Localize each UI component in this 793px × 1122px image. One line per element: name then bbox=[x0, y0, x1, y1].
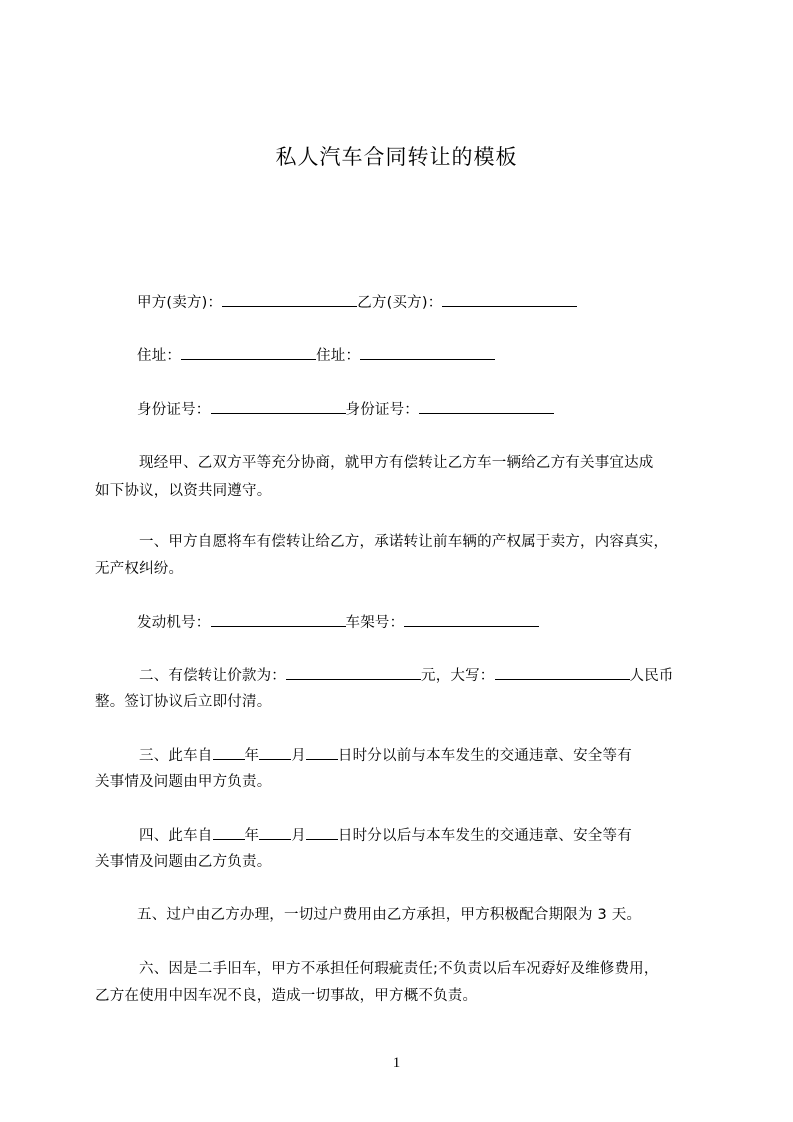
clause3-year: 年 bbox=[244, 748, 260, 764]
clause4-line-1 bbox=[139, 825, 754, 846]
intro-line-2: 如下协议，以资共同遵守。 bbox=[95, 483, 272, 499]
clause2-yuan: 元，大写： bbox=[421, 668, 495, 684]
clause4-year-blank bbox=[213, 825, 245, 840]
clause2-prefix: 二、有偿转让价款为： bbox=[139, 668, 286, 684]
price-blank bbox=[286, 665, 421, 680]
price-words-blank bbox=[495, 665, 630, 680]
seller-id-label: 身份证号： bbox=[137, 402, 211, 418]
clause3-prefix: 三、此车自 bbox=[139, 748, 213, 764]
frame-blank bbox=[404, 612, 539, 627]
seller-label: 甲方(卖方)： bbox=[137, 295, 223, 311]
engine-frame-line bbox=[137, 612, 752, 633]
clause3-suffix: 日时分以前与本车发生的交通违章、安全等有 bbox=[337, 748, 632, 764]
seller-blank bbox=[222, 292, 357, 307]
seller-id-blank bbox=[211, 399, 346, 414]
clause4-prefix: 四、此车自 bbox=[139, 828, 213, 844]
engine-label: 发动机号： bbox=[137, 615, 211, 631]
id-line bbox=[137, 399, 752, 420]
clause4-year: 年 bbox=[244, 828, 260, 844]
clause4-suffix: 日时分以后与本车发生的交通违章、安全等有 bbox=[337, 828, 632, 844]
clause3-line-2: 关事情及问题由甲方负责。 bbox=[95, 774, 272, 790]
clause4-line-2: 关事情及问题由乙方负责。 bbox=[95, 854, 272, 870]
buyer-id-label: 身份证号： bbox=[345, 402, 419, 418]
clause4-month-blank bbox=[259, 825, 291, 840]
clause2-line-1 bbox=[139, 665, 754, 686]
seller-address-label: 住址： bbox=[137, 348, 182, 364]
party-line bbox=[137, 292, 752, 313]
buyer-address-blank bbox=[360, 345, 495, 360]
buyer-blank bbox=[442, 292, 577, 307]
clause3-month-blank bbox=[259, 745, 291, 760]
page-number: 1 bbox=[392, 1055, 401, 1071]
buyer-id-blank bbox=[419, 399, 554, 414]
clause4-day-blank bbox=[306, 825, 338, 840]
clause3-day-blank bbox=[306, 745, 338, 760]
clause3-year-blank bbox=[213, 745, 245, 760]
clause2-rmb: 人民币 bbox=[629, 668, 674, 684]
clause2-line-2: 整。签订协议后立即付清。 bbox=[95, 694, 272, 710]
buyer-address-label: 住址： bbox=[316, 348, 361, 364]
buyer-label: 乙方(买方)： bbox=[357, 295, 443, 311]
clause6-line-1: 六、因是二手旧车，甲方不承担任何瑕疵责任;不负责以后车况孬好及维修费用， bbox=[139, 961, 659, 977]
clause4-month: 月 bbox=[291, 828, 306, 844]
clause1-line-1: 一、甲方自愿将车有偿转让给乙方，承诺转让前车辆的产权属于卖方，内容真实， bbox=[139, 534, 669, 550]
frame-label: 车架号： bbox=[345, 615, 405, 631]
clause3-month: 月 bbox=[291, 748, 306, 764]
intro-line-1: 现经甲、乙双方平等充分协商，就甲方有偿转让乙方车一辆给乙方有关事宜达成 bbox=[139, 455, 654, 471]
engine-blank bbox=[211, 612, 346, 627]
document-title: 私人汽车合同转让的模板 bbox=[275, 145, 518, 169]
clause1-line-2: 无产权纠纷。 bbox=[95, 561, 184, 577]
clause3-line-1 bbox=[139, 745, 754, 766]
clause6-line-2: 乙方在使用中因车况不良，造成一切事故，甲方概不负责。 bbox=[95, 988, 478, 1004]
clause5: 五、过户由乙方办理，一切过户费用由乙方承担，甲方积极配合期限为 3 天。 bbox=[137, 907, 642, 923]
seller-address-blank bbox=[181, 345, 316, 360]
address-line bbox=[137, 345, 752, 366]
